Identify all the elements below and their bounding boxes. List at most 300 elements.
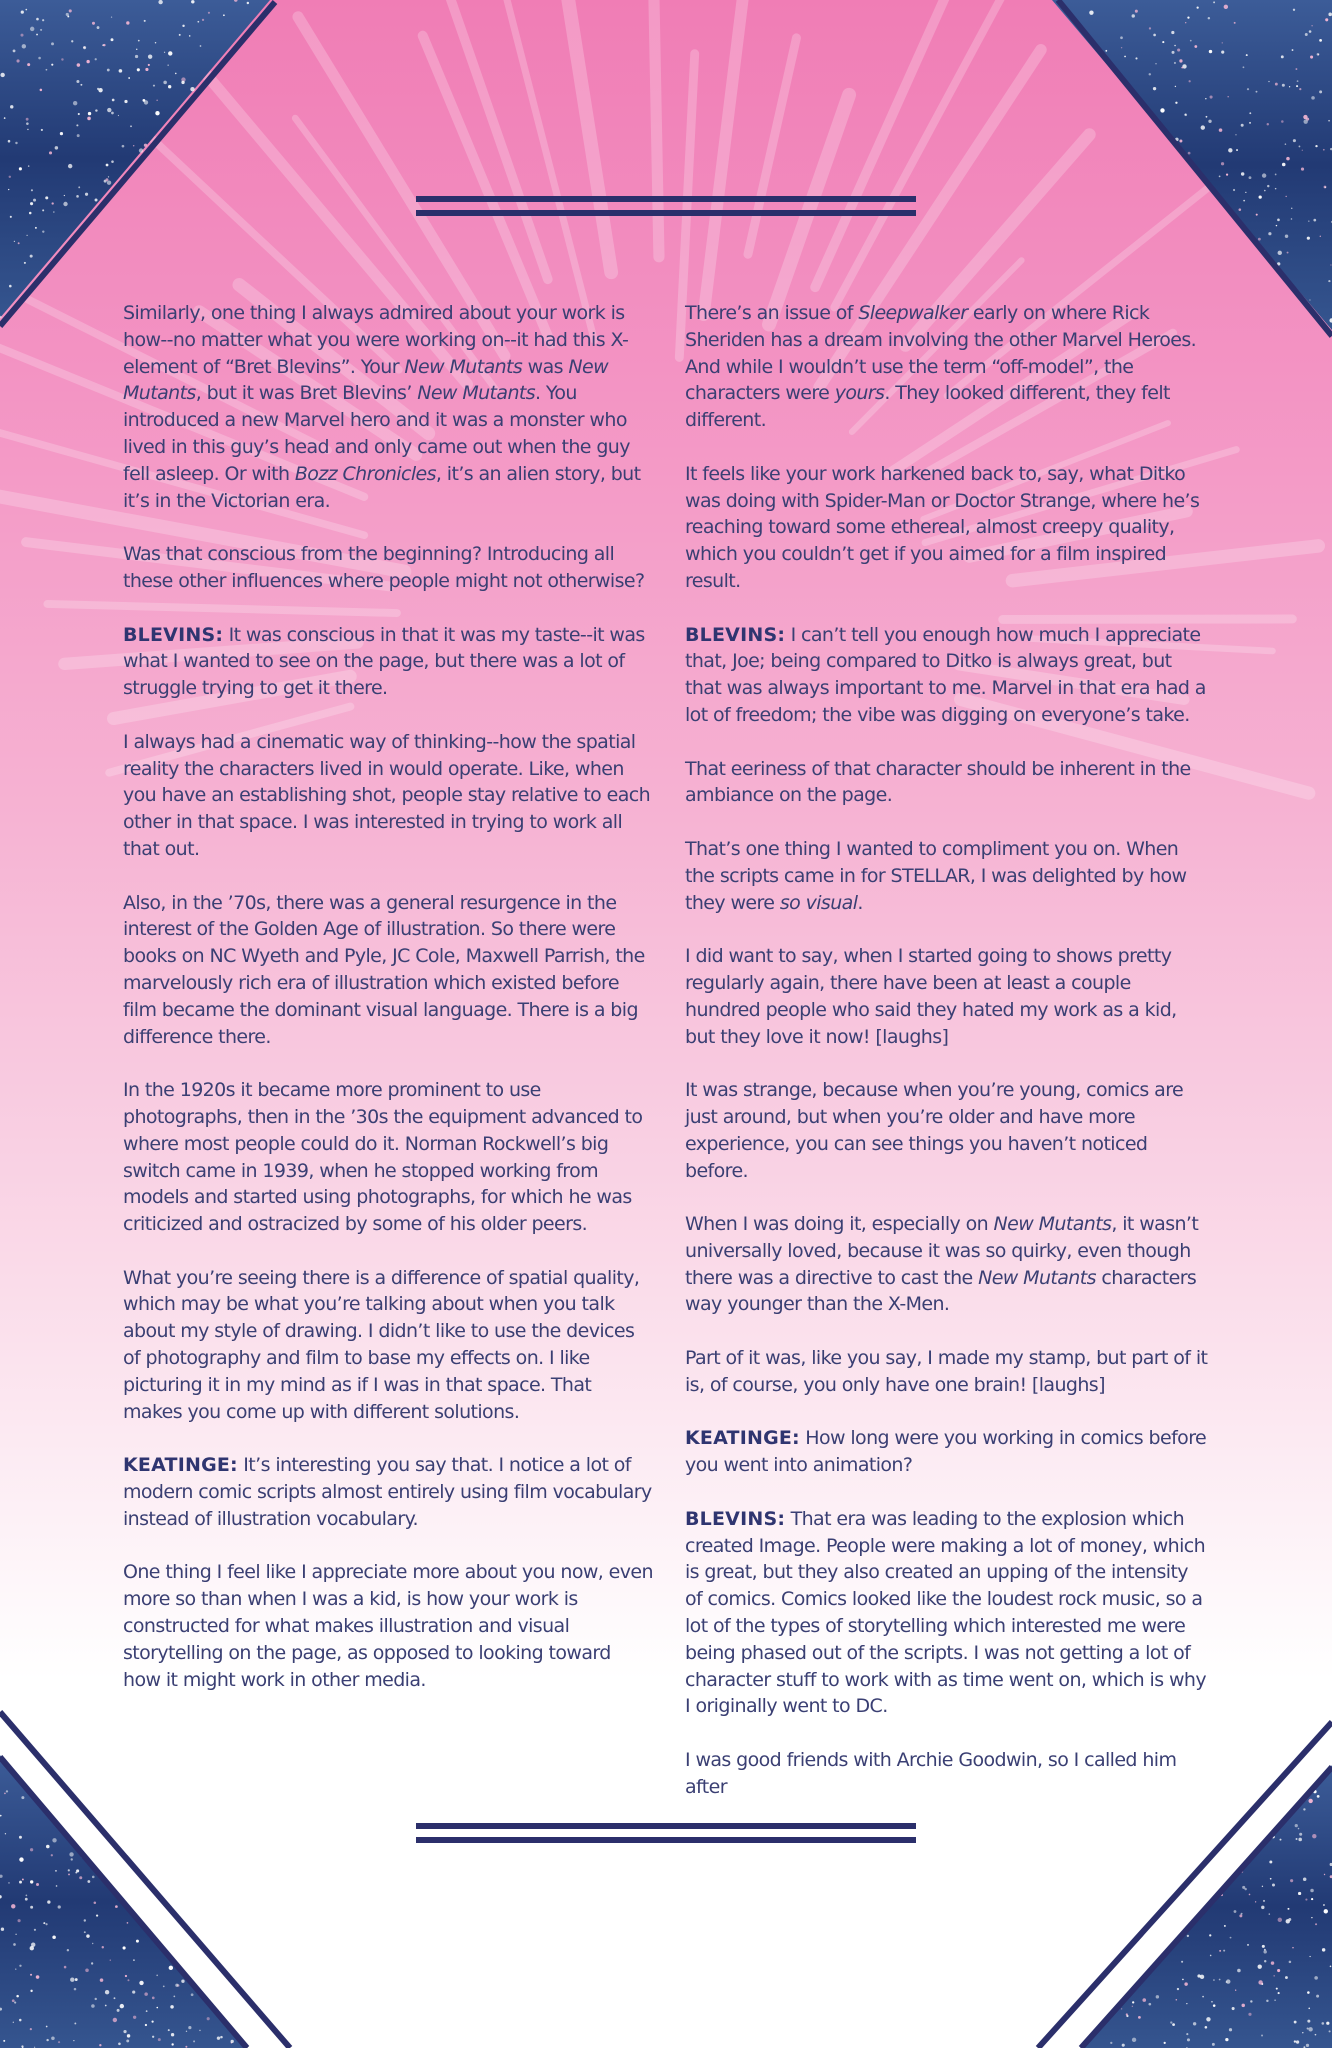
star — [111, 112, 114, 115]
star — [144, 20, 146, 22]
star — [1234, 22, 1236, 24]
star — [164, 52, 165, 53]
star — [1189, 80, 1191, 82]
star — [1268, 232, 1271, 235]
italic-title: so visual — [779, 891, 858, 914]
star — [1326, 2022, 1329, 2025]
star — [1308, 2008, 1310, 2010]
star — [1282, 84, 1285, 87]
star — [1226, 1981, 1228, 1983]
star — [111, 16, 112, 17]
interview-paragraph — [123, 1077, 653, 1238]
star — [1181, 67, 1183, 69]
star — [1307, 2020, 1310, 2023]
star — [1289, 1961, 1292, 1964]
star — [19, 2019, 22, 2022]
star — [1301, 168, 1304, 171]
star — [158, 2038, 161, 2041]
text-run: Similarly, one thing I always admired about your work is how--no matter what you were working on--it had this X-element of “Bret Blevins”. Your — [123, 302, 629, 378]
star — [51, 202, 53, 204]
star — [73, 2040, 74, 2041]
star — [1256, 214, 1258, 216]
star — [1324, 1874, 1325, 1875]
star — [4, 1792, 6, 1794]
star — [5, 1833, 6, 1834]
star — [1295, 68, 1297, 70]
text-run: . — [857, 891, 863, 914]
star — [97, 26, 100, 29]
speaker-label: KEATINGE: — [685, 1427, 800, 1450]
star — [108, 176, 109, 177]
star — [1290, 1879, 1293, 1882]
star — [127, 1979, 129, 1981]
star — [1298, 1838, 1302, 1842]
star — [1285, 196, 1286, 197]
star — [1289, 86, 1290, 87]
star — [1303, 1877, 1307, 1881]
star — [12, 1999, 15, 2002]
star — [1226, 174, 1228, 176]
star — [88, 112, 91, 115]
star — [22, 1878, 24, 1880]
star — [1293, 139, 1296, 142]
star — [138, 40, 140, 42]
star — [1319, 90, 1322, 93]
star — [1148, 2003, 1151, 2006]
star — [127, 1922, 129, 1924]
star — [80, 84, 82, 86]
star — [1162, 41, 1164, 43]
star — [155, 111, 159, 115]
star — [29, 212, 32, 215]
star — [1322, 1948, 1325, 1951]
star — [30, 1880, 33, 1883]
star — [1276, 1988, 1278, 1990]
star — [1282, 163, 1286, 167]
star — [31, 1942, 35, 1946]
star — [1307, 2027, 1309, 2029]
text-run: One thing I feel like I appreciate more about you now, even more so than when I was a kid, is how your work is constructed for what makes illustration and visual storytelling on the page, as opposed to looking toward how it might work in other media. — [123, 1561, 653, 1691]
star — [175, 73, 177, 75]
star — [30, 202, 33, 205]
star — [1285, 143, 1286, 144]
star — [1286, 157, 1290, 161]
star — [1274, 1975, 1275, 1976]
star — [67, 1949, 69, 1951]
star — [1291, 208, 1292, 209]
star — [1277, 1969, 1280, 1972]
interview-paragraph — [123, 1559, 653, 1693]
star — [1317, 53, 1320, 56]
star — [55, 146, 58, 149]
star — [86, 1934, 89, 1937]
star — [1241, 172, 1244, 175]
star — [1321, 2022, 1324, 2025]
star — [1181, 1961, 1183, 1963]
text-run: I was good friends with Archie Goodwin, so I called him after — [685, 1749, 1177, 1798]
speaker-label: BLEVINS: — [685, 1507, 786, 1530]
star — [114, 1997, 116, 1999]
star — [26, 122, 29, 125]
star — [92, 22, 95, 25]
star — [1135, 57, 1137, 59]
star — [188, 2026, 191, 2029]
star — [11, 1904, 15, 1908]
light-ray — [769, 95, 849, 325]
star — [1292, 49, 1294, 51]
star — [0, 73, 4, 77]
star — [1276, 225, 1277, 226]
star — [1153, 34, 1156, 37]
text-run: That’s one thing I wanted to compliment you on. When the scripts came in for STELLAR, I was delighted by how they were — [685, 837, 1187, 914]
star — [1210, 95, 1213, 98]
text-run: That eeriness of that character should be inherent in the ambiance on the page. — [685, 757, 1191, 807]
star — [1261, 2035, 1263, 2037]
star — [46, 2026, 48, 2028]
star — [8, 1882, 10, 1884]
star — [30, 27, 34, 31]
star — [1264, 190, 1266, 192]
star — [1219, 128, 1223, 132]
star — [76, 124, 78, 126]
star — [1179, 139, 1182, 142]
star — [31, 189, 33, 191]
star — [139, 148, 143, 152]
interview-paragraph — [685, 1425, 1210, 1479]
star — [207, 2017, 210, 2020]
star — [91, 1962, 93, 1964]
star — [1259, 195, 1262, 198]
star — [70, 1978, 74, 1982]
star — [208, 12, 210, 14]
italic-title: Bozz Chronicles — [294, 462, 436, 485]
text-run: . You introduced a new Marvel hero and it was a monster who lived in this guy’s head and only came out when the guy fell asleep. Or with — [123, 382, 630, 485]
star — [30, 1974, 32, 1976]
star — [1271, 1961, 1274, 1964]
star — [1120, 36, 1123, 39]
text-run: It was strange, because when you’re young, comics are just around, but when you’re older and have more experience, you can see things you haven’t noticed before. — [685, 1079, 1184, 1182]
star — [19, 1881, 22, 1884]
text-run: I did want to say, when I started going to shows pretty regularly again, there have been at least a couple hundred people who said they hated my work as a kid, but they love it now! [laughs] — [685, 945, 1177, 1048]
star — [1235, 1990, 1236, 1991]
star — [22, 44, 26, 48]
star — [1302, 150, 1303, 151]
text-run: I always had a cinematic way of thinking--how the spatial reality the characters lived in would operate. Like, when you have an establishing shot, people stay relative to each other in that space. I was interested in trying to work all that out. — [123, 730, 651, 860]
star — [191, 0, 194, 3]
star — [53, 211, 54, 212]
star — [168, 51, 172, 55]
star — [171, 2033, 174, 2036]
star — [127, 2034, 130, 2037]
star — [1258, 1964, 1262, 1968]
star — [1186, 2003, 1187, 2004]
star — [1221, 51, 1224, 54]
star — [68, 1873, 70, 1875]
star — [107, 108, 111, 112]
star — [34, 1929, 36, 1931]
star — [78, 113, 80, 115]
star — [1205, 2026, 1208, 2029]
star — [1177, 48, 1180, 51]
star — [107, 69, 110, 72]
star — [26, 118, 29, 121]
star — [36, 1975, 40, 1979]
star — [38, 57, 41, 60]
star — [1241, 2004, 1244, 2007]
light-ray — [748, 38, 797, 254]
star — [1232, 2007, 1235, 2010]
star — [1275, 174, 1277, 176]
star — [1170, 2021, 1172, 2023]
star — [1, 1928, 4, 1931]
star — [179, 34, 181, 36]
interview-paragraph — [123, 1265, 653, 1426]
italic-title: New Mutants — [123, 355, 609, 405]
text-run: It’s interesting you say that. I notice a lot of modern comic scripts almost entirely using film vocabulary instead of illustration vocabulary. — [123, 1454, 652, 1530]
star — [86, 60, 89, 63]
star — [1237, 1969, 1241, 1973]
star — [1329, 2030, 1331, 2032]
star — [115, 1905, 118, 1908]
star — [1187, 1935, 1189, 1937]
star — [1320, 236, 1321, 237]
star — [1190, 40, 1192, 42]
star — [1197, 7, 1199, 9]
star — [14, 2002, 16, 2004]
star — [1213, 2004, 1216, 2007]
star — [1262, 1945, 1265, 1948]
star — [199, 2030, 201, 2032]
star — [56, 1885, 58, 1887]
star — [1293, 9, 1295, 11]
star — [193, 2040, 195, 2042]
star — [1258, 1980, 1262, 1984]
star — [1312, 1834, 1316, 1838]
star — [1264, 1960, 1266, 1962]
star — [170, 2005, 173, 2008]
star — [125, 1975, 127, 1977]
star — [163, 1986, 165, 1988]
star — [1249, 122, 1251, 124]
star — [1246, 54, 1248, 56]
star — [1219, 1979, 1221, 1981]
star — [1187, 2038, 1190, 2041]
star — [143, 99, 146, 102]
star — [95, 1998, 97, 2000]
star — [111, 38, 114, 41]
star — [13, 1943, 16, 1946]
star — [1305, 1899, 1307, 1901]
star — [148, 64, 150, 66]
star — [102, 1946, 104, 1948]
star — [1121, 47, 1122, 48]
star — [26, 1895, 28, 1897]
star — [27, 129, 28, 130]
star — [186, 2031, 187, 2032]
star — [1242, 1886, 1245, 1889]
star — [169, 1966, 173, 1970]
star — [75, 1978, 78, 1981]
star — [13, 2022, 14, 2023]
star — [19, 1965, 21, 1967]
star — [151, 2021, 153, 2023]
star — [144, 1992, 148, 1996]
star — [1186, 2033, 1188, 2035]
star — [168, 85, 171, 88]
star — [40, 89, 43, 92]
star — [1306, 2044, 1309, 2047]
star — [1323, 1904, 1325, 1906]
star — [1307, 237, 1310, 240]
star — [1211, 2001, 1213, 2003]
star — [1194, 45, 1197, 48]
star — [85, 193, 88, 196]
star — [1249, 1894, 1251, 1896]
star — [1330, 264, 1331, 265]
star — [1182, 1979, 1184, 1981]
interview-paragraph — [685, 836, 1210, 916]
star — [136, 1940, 139, 1943]
star — [1263, 1900, 1265, 1902]
star — [1234, 1910, 1237, 1913]
star — [132, 1990, 135, 1993]
star — [1243, 66, 1245, 68]
star — [1307, 1991, 1310, 1994]
star — [1269, 1860, 1272, 1863]
star — [1219, 175, 1221, 177]
star — [35, 227, 37, 229]
star — [64, 195, 65, 196]
star — [106, 164, 109, 167]
interview-paragraph — [685, 1506, 1210, 1720]
star — [1089, 10, 1093, 14]
star — [1296, 2040, 1299, 2043]
star — [156, 2007, 158, 2009]
star — [68, 164, 72, 168]
star — [1249, 176, 1252, 179]
star — [103, 44, 105, 46]
text-run: early on where Rick Sheriden has a dream involving the other Marvel Heroes. And while I wouldn’t use the term “off-model”, the characters were — [685, 302, 1197, 405]
star — [45, 196, 48, 199]
star — [25, 1898, 28, 1901]
interview-paragraph — [123, 1452, 653, 1532]
text-run: , but it was Bret Blevins’ — [195, 382, 418, 405]
text-run: It feels like your work harkened back to, say, what Ditko was doing with Spider-Man or Doctor Strange, where he’s reaching toward some ethereal, almost creepy quality, which you couldn’t get if you aimed for a film inspired result. — [685, 462, 1200, 592]
star — [97, 88, 99, 90]
star — [117, 2009, 120, 2012]
interview-paragraph — [685, 756, 1210, 810]
star — [15, 1968, 16, 1969]
star — [51, 64, 53, 66]
star — [1243, 200, 1245, 202]
star — [171, 2043, 173, 2045]
star — [1310, 1889, 1314, 1893]
star — [14, 241, 15, 242]
star — [1205, 98, 1206, 99]
star — [156, 99, 158, 101]
star — [1208, 17, 1210, 19]
star — [9, 285, 12, 288]
star — [1153, 87, 1156, 90]
star — [1267, 123, 1269, 125]
text-run: , it wasn’t universally loved, because it was so quirky, even though there was a directive to cast the — [685, 1213, 1199, 1289]
star — [231, 2040, 234, 2043]
star — [1132, 2006, 1133, 2007]
star — [1209, 1934, 1211, 1936]
star — [144, 144, 147, 147]
star — [181, 1980, 184, 1983]
star — [84, 1919, 86, 1921]
interview-paragraph — [685, 461, 1210, 595]
star — [1311, 25, 1312, 26]
star — [8, 140, 11, 143]
star — [110, 1959, 111, 1960]
star — [139, 1981, 143, 1985]
star — [1285, 235, 1288, 238]
star — [28, 165, 29, 166]
star — [126, 21, 129, 24]
star — [61, 58, 63, 60]
star — [9, 176, 11, 178]
star — [1281, 120, 1284, 123]
star — [1206, 116, 1208, 118]
star — [1309, 299, 1310, 300]
star — [1323, 149, 1325, 151]
star — [95, 58, 97, 60]
interview-paragraph — [123, 729, 653, 863]
star — [1248, 2013, 1251, 2016]
star — [1224, 1925, 1226, 1927]
star — [78, 186, 80, 188]
star — [69, 1852, 73, 1856]
star — [1303, 115, 1307, 119]
star — [1247, 1944, 1249, 1946]
star — [91, 2004, 95, 2008]
star — [100, 1978, 104, 1982]
star — [1278, 1992, 1280, 1994]
star — [105, 2005, 107, 2007]
star — [1122, 2044, 1125, 2047]
star — [1202, 1996, 1204, 1998]
star — [1294, 2021, 1297, 2024]
star — [51, 42, 54, 45]
star — [75, 1872, 77, 1874]
star — [112, 99, 115, 102]
star — [1229, 2028, 1232, 2031]
star — [36, 18, 39, 21]
star — [1174, 45, 1176, 47]
star — [130, 125, 132, 127]
star — [40, 29, 42, 31]
star — [1228, 148, 1232, 152]
text-run: Was that conscious from the beginning? Introducing all these other influences where people might not otherwise? — [123, 543, 645, 592]
text-run: . They looked different, they felt different. — [685, 382, 1170, 432]
star — [1124, 56, 1126, 58]
star — [47, 1900, 50, 1903]
star — [51, 2037, 55, 2041]
star — [83, 46, 86, 49]
star — [1256, 91, 1258, 93]
star — [1302, 2032, 1303, 2033]
star — [128, 77, 130, 79]
star — [1299, 1833, 1302, 1836]
star — [18, 1919, 21, 1922]
star — [190, 87, 194, 91]
star — [1230, 1937, 1232, 1939]
star — [155, 42, 156, 43]
star — [1241, 124, 1244, 127]
interview-paragraph — [685, 1077, 1210, 1184]
